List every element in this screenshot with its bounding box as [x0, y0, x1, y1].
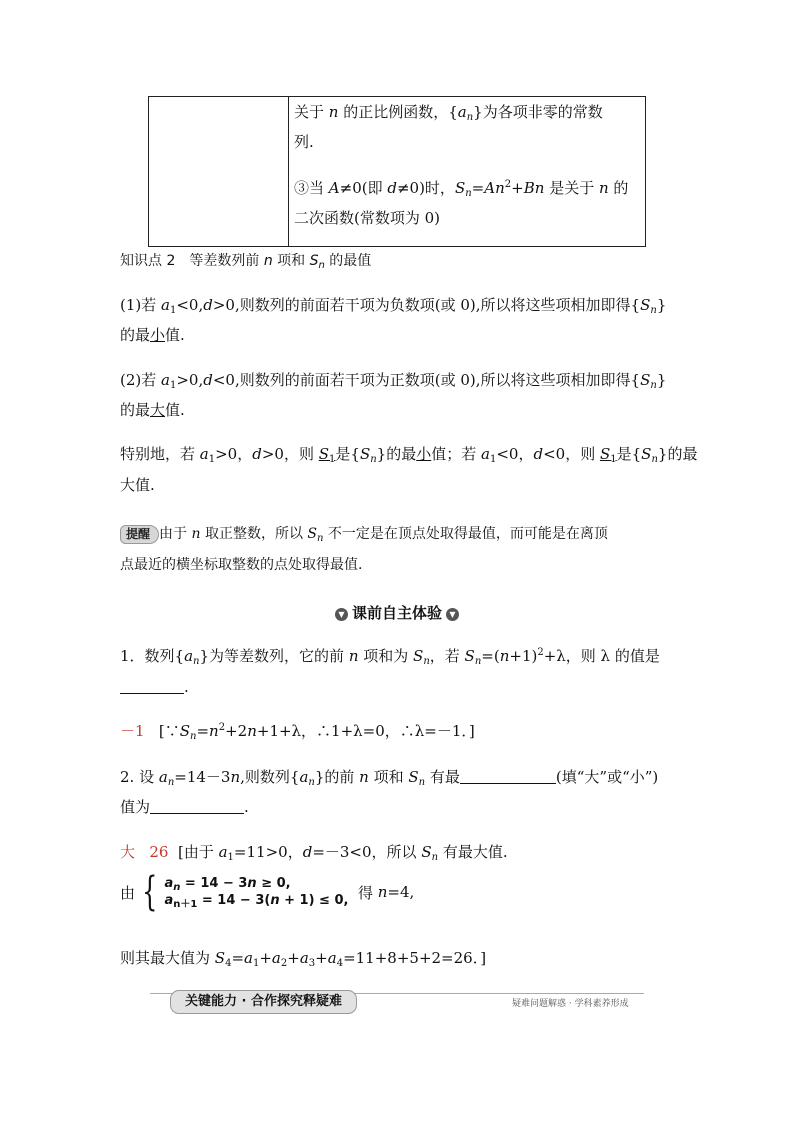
- answer-blank: [120, 679, 184, 694]
- table-column-divider: [288, 97, 289, 246]
- table-line-4: 二次函数(常数项为 0): [294, 209, 441, 227]
- paragraph-2-line-2: 的最大值.: [120, 401, 185, 419]
- system-line-2: $a_{n+1} = 14 - 3(n + 1) \le 0$,: [164, 893, 349, 910]
- system-lines: [164, 875, 348, 909]
- properties-table: [148, 96, 646, 247]
- fill-answer: $S_1$: [599, 445, 617, 465]
- fill-answer: 小: [150, 326, 166, 344]
- tip-line-1: 提醒 由于 n 取正整数，所以 $S_n$ 不一定是在顶点处取得最值，而可能是在离顶: [120, 520, 608, 548]
- table-line-2: 列.: [294, 133, 314, 151]
- fill-answer: $S_1$: [318, 445, 336, 465]
- tip-line-2: 点最近的横坐标取整数的点处取得最值.: [120, 557, 363, 573]
- paragraph-3-line-2: 大值.: [120, 476, 155, 494]
- fill-answer: 大: [150, 401, 166, 419]
- answer-1: －1 [$\because S_n=n^2+2n+1+\lambda$，∴1+λ=0，∴λ=－1．]: [120, 722, 475, 742]
- chevron-down-circle-icon: ▼: [335, 608, 348, 621]
- paragraph-3-line-1: 特别地，若 $a_1>0$，d>0，则 $S_1$是$\{S_n\}$的最小值；若 $a_1<0$，d<0，则 $S_1$是$\{S_n\}$的最: [120, 445, 698, 465]
- question-2-line-2: 值为 .: [120, 798, 249, 816]
- footer-caption: 疑难问题解惑 · 学科素养形成: [512, 999, 629, 1009]
- system-line-1: $a_n = 14 - 3n \ge 0$,: [164, 876, 291, 893]
- tip-badge: 提醒: [120, 525, 159, 544]
- brace: {: [142, 869, 158, 915]
- question-1-line-2: .: [120, 673, 189, 701]
- table-cell-text: [294, 97, 639, 233]
- knowledge-point-heading: 知识点 2 等差数列前 n 项和 $S_n$ 的最值: [120, 253, 372, 271]
- footer-section-badge: 关键能力 · 合作探究释疑难: [170, 990, 357, 1014]
- answer-blank: [150, 799, 244, 814]
- inequality-system: 由 { $a_n = 14 - 3n \ge 0$, $a_{n+1} = 14 - 3(n + 1) \le 0$, 得 n =4,: [120, 869, 415, 915]
- table-line-1: 关于 n 的正比例函数，$\{a_n\}$为各项非零的常数: [294, 103, 603, 123]
- paragraph-1-line-2: 的最小值.: [120, 326, 185, 344]
- section-title: ▼ 课前自主体验 ▼: [0, 602, 794, 623]
- question-2-line-1: 2. 设 $a_n=14-3n$,则数列$\{a_n\}$的前 n 项和 $S_n$ 有最 (填“大”或“小”): [120, 768, 659, 788]
- answer-blank: [460, 769, 556, 784]
- answer-2-last-line: 则其最大值为 $S_4=a_1+a_2+a_3+a_4=11+8+5+2=26$．]: [120, 949, 487, 969]
- paragraph-2-line-1: (2)若 $a_1>0,d<0$,则数列的前面若干项为正数项(或 0),所以将这些项相加即得$\{S_n\}$: [120, 371, 667, 391]
- question-1-line-1: 1．数列$\{a_n\}$为等差数列，它的前 n 项和为 $S_n$，若 $S_n=(n+1)^2+\lambda$，则 λ 的值是: [120, 647, 660, 667]
- table-line-3: ③当 A≠0(即 d≠0)时，$S_n=An^2+Bn$ 是关于 n 的: [294, 179, 629, 199]
- answer-2-line-1: 大 26 [由于 $a_1=11>0$，d=－3<0，所以 $S_n$ 有最大值.: [120, 843, 508, 863]
- chevron-down-circle-icon: ▼: [446, 608, 459, 621]
- paragraph-1-line-1: (1)若 $a_1<0,d>0$,则数列的前面若干项为负数项(或 0),所以将这些项相加即得$\{S_n\}$: [120, 296, 667, 316]
